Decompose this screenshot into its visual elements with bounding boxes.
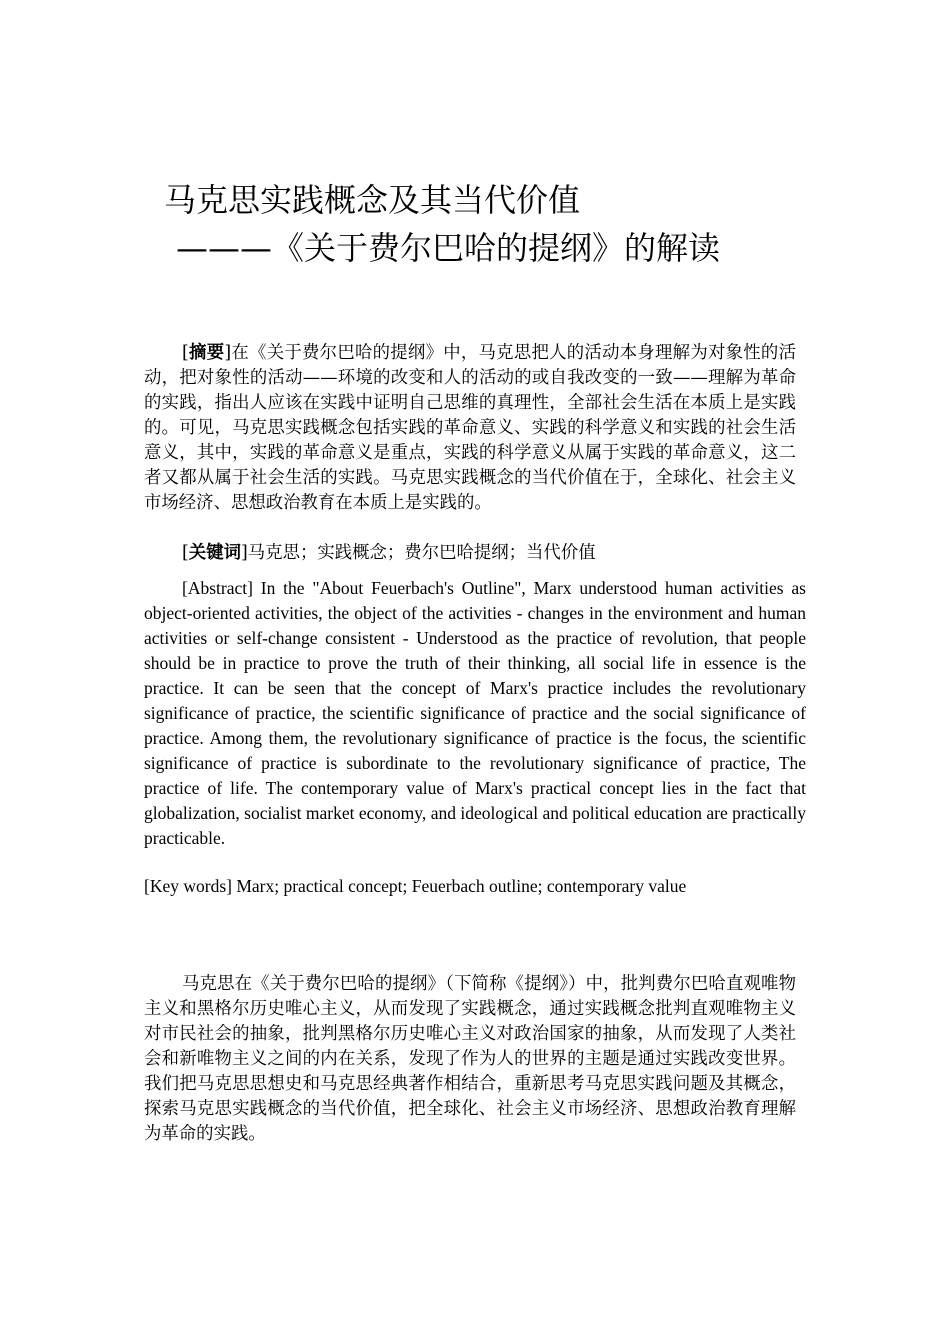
keywords-chinese: [关键词]马克思；实践概念；费尔巴哈提纲；当代价值 <box>182 543 596 563</box>
abstract-label: 摘要 <box>188 343 225 363</box>
keywords-label: 关键词 <box>188 543 241 563</box>
paper-title: 马克思实践概念及其当代价值 <box>164 181 581 219</box>
keywords-chinese-text: 马克思；实践概念；费尔巴哈提纲；当代价值 <box>247 543 596 563</box>
abstract-chinese-text: 在《关于费尔巴哈的提纲》中，马克思把人的活动本身理解为对象性的活动，把对象性的活动——环境的改变和人的活动的或自我改变的一致——理解为革命的实践，指出人应该在实践中证明自己思维的真理性，全部社会生活在本质上是实践的。可见，马克思实践概念包括实践的革命意义、实践的科学意义和实践的社会生活意义，其中，实践的革命意义是重点，实践的科学意义从属于实践的革命意义，这二者又都从属于社会生活的实践。马克思实践概念的当代价值在于，全球化、社会主义市场经济、思想政治教育在本质上是实践的。 <box>144 343 796 513</box>
abstract-chinese: [摘要]在《关于费尔巴哈的提纲》中，马克思把人的活动本身理解为对象性的活动，把对象性的活动——环境的改变和人的活动的或自我改变的一致——理解为革命的实践，指出人应该在实践中证明自己思维的真理性，全部社会生活在本质上是实践的。可见，马克思实践概念包括实践的革命意义、实践的科学意义和实践的社会生活意义，其中，实践的革命意义是重点，实践的科学意义从属于实践的革命意义，这二者又都从属于社会生活的实践。马克思实践概念的当代价值在于，全球化、社会主义市场经济、思想政治教育在本质上是实践的。 <box>144 343 796 513</box>
body-paragraph: 马克思在《关于费尔巴哈的提纲》（下简称《提纲》）中，批判费尔巴哈直观唯物主义和黑格尔历史唯心主义，从而发现了实践概念，通过实践概念批判直观唯物主义对市民社会的抽象，批判黑格尔历史唯心主义对政治国家的抽象，从而发现了人类社会和新唯物主义之间的内在关系，发现了作为人的世界的主题是通过实践改变世界。我们把马克思思想史和马克思经典著作相结合，重新思考马克思实践问题及其概念，探索马克思实践概念的当代价值，把全球化、社会主义市场经济、思想政治教育理解为革命的实践。 <box>144 974 796 1144</box>
keywords-english: [Key words] Marx; practical concept; Feuerbach outline; contemporary value <box>144 876 687 896</box>
abstract-english: [Abstract] In the "About Feuerbach's Outline", Marx understood human activities as object-oriented activities, the object of the activities - changes in the environment and human activities or self-change consistent - Understood as the practice of revolution, that people should be in practice to prove the truth of their thinking, all social life in essence is the practice. It can be seen that the concept of Marx's practice includes the revolutionary significance of practice, the scientific significance of practice and the social significance of practice. Among them, the revolutionary significance of practice is the focus, the scientific significance of practice is subordinate to the revolutionary significance of practice, The practice of life. The contemporary value of Marx's practical concept lies in the fact that globalization, socialist market economy, and ideological and political education are practically practicable. <box>144 578 806 848</box>
paper-subtitle: ———《关于费尔巴哈的提纲》的解读 <box>176 229 721 267</box>
